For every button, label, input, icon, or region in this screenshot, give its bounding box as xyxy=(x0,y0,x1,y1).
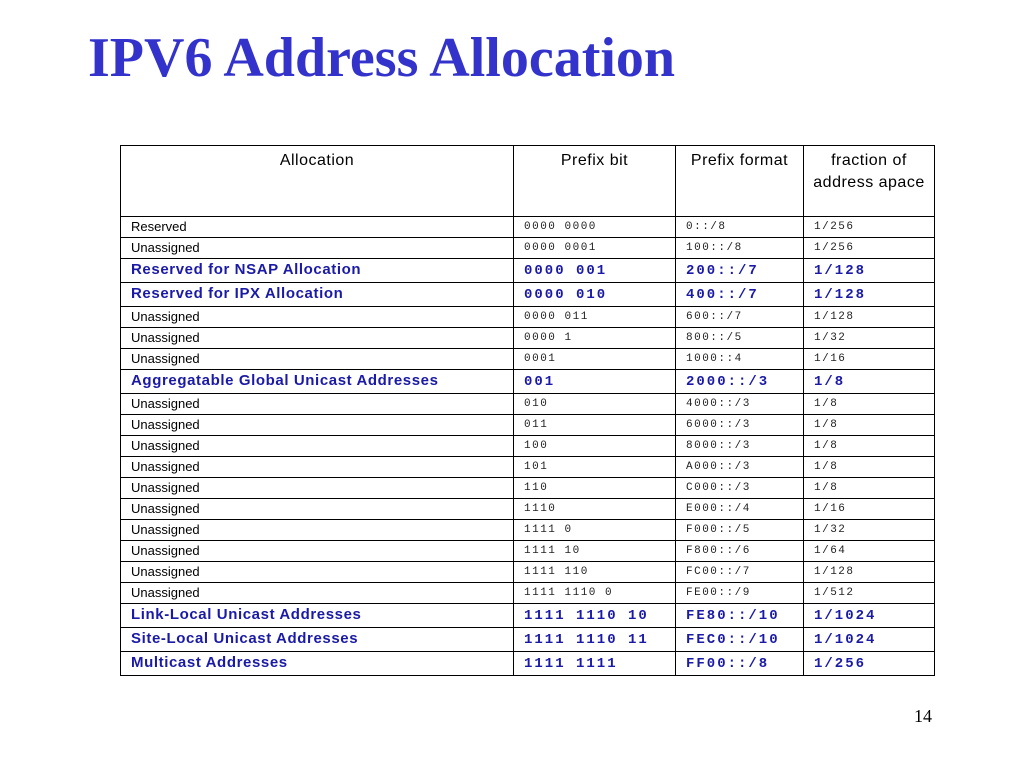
cell-prefix-format: FC00::/7 xyxy=(676,562,804,583)
cell-prefix-bit: 0000 1 xyxy=(514,328,676,349)
table-row xyxy=(121,370,935,394)
table-row xyxy=(121,259,935,283)
cell-prefix-format: F800::/6 xyxy=(676,541,804,562)
cell-fraction: 1/512 xyxy=(804,583,935,604)
cell-fraction: 1/8 xyxy=(804,370,935,394)
cell-fraction: 1/128 xyxy=(804,283,935,307)
cell-prefix-format: 1000::4 xyxy=(676,349,804,370)
cell-allocation: Unassigned xyxy=(121,238,514,259)
allocation-table xyxy=(120,145,935,676)
cell-fraction: 1/128 xyxy=(804,307,935,328)
cell-fraction: 1/128 xyxy=(804,562,935,583)
header-allocation: Allocation xyxy=(121,146,514,217)
cell-prefix-format: FE00::/9 xyxy=(676,583,804,604)
cell-fraction: 1/8 xyxy=(804,457,935,478)
header-prefix-bit: Prefix bit xyxy=(514,146,676,217)
cell-prefix-format: FE80::/10 xyxy=(676,604,804,628)
table-header-row xyxy=(121,146,935,217)
header-fraction: fraction of address apace xyxy=(804,146,935,217)
cell-prefix-bit: 011 xyxy=(514,415,676,436)
cell-prefix-format: 600::/7 xyxy=(676,307,804,328)
cell-allocation: Reserved for IPX Allocation xyxy=(121,283,514,307)
cell-prefix-bit: 001 xyxy=(514,370,676,394)
table-row xyxy=(121,217,935,238)
cell-prefix-bit: 0000 010 xyxy=(514,283,676,307)
cell-prefix-format: F000::/5 xyxy=(676,520,804,541)
table-row xyxy=(121,583,935,604)
cell-allocation: Unassigned xyxy=(121,328,514,349)
cell-fraction: 1/1024 xyxy=(804,628,935,652)
cell-allocation: Unassigned xyxy=(121,562,514,583)
table-row xyxy=(121,520,935,541)
cell-prefix-bit: 0001 xyxy=(514,349,676,370)
table-row xyxy=(121,628,935,652)
table-body xyxy=(121,217,935,676)
cell-prefix-format: A000::/3 xyxy=(676,457,804,478)
cell-fraction: 1/256 xyxy=(804,652,935,676)
cell-prefix-format: C000::/3 xyxy=(676,478,804,499)
table-row xyxy=(121,541,935,562)
cell-prefix-bit: 0000 011 xyxy=(514,307,676,328)
cell-fraction: 1/1024 xyxy=(804,604,935,628)
cell-prefix-bit: 1111 1110 11 xyxy=(514,628,676,652)
table-row xyxy=(121,457,935,478)
page-number: 14 xyxy=(914,706,932,726)
cell-prefix-bit: 1111 10 xyxy=(514,541,676,562)
table-row xyxy=(121,652,935,676)
cell-allocation: Site-Local Unicast Addresses xyxy=(121,628,514,652)
cell-allocation: Link-Local Unicast Addresses xyxy=(121,604,514,628)
cell-prefix-bit: 1110 xyxy=(514,499,676,520)
cell-prefix-bit: 0000 001 xyxy=(514,259,676,283)
table-row xyxy=(121,283,935,307)
cell-allocation: Unassigned xyxy=(121,436,514,457)
cell-prefix-format: FEC0::/10 xyxy=(676,628,804,652)
table-row xyxy=(121,499,935,520)
table-row xyxy=(121,238,935,259)
cell-prefix-format: E000::/4 xyxy=(676,499,804,520)
cell-fraction: 1/16 xyxy=(804,499,935,520)
cell-prefix-bit: 110 xyxy=(514,478,676,499)
cell-allocation: Reserved xyxy=(121,217,514,238)
table-row xyxy=(121,562,935,583)
slide-title: IPV6 Address Allocation xyxy=(88,27,676,89)
cell-prefix-format: 4000::/3 xyxy=(676,394,804,415)
cell-fraction: 1/16 xyxy=(804,349,935,370)
cell-prefix-format: 6000::/3 xyxy=(676,415,804,436)
cell-allocation: Unassigned xyxy=(121,457,514,478)
cell-prefix-format: 800::/5 xyxy=(676,328,804,349)
cell-allocation: Unassigned xyxy=(121,583,514,604)
cell-prefix-bit: 1111 1111 xyxy=(514,652,676,676)
cell-allocation: Unassigned xyxy=(121,499,514,520)
cell-fraction: 1/8 xyxy=(804,478,935,499)
cell-allocation: Unassigned xyxy=(121,541,514,562)
cell-prefix-bit: 010 xyxy=(514,394,676,415)
cell-fraction: 1/32 xyxy=(804,328,935,349)
cell-fraction: 1/32 xyxy=(804,520,935,541)
header-prefix-format: Prefix format xyxy=(676,146,804,217)
cell-prefix-format: 8000::/3 xyxy=(676,436,804,457)
table-row xyxy=(121,307,935,328)
cell-fraction: 1/8 xyxy=(804,394,935,415)
table-row xyxy=(121,436,935,457)
cell-fraction: 1/8 xyxy=(804,415,935,436)
cell-prefix-format: FF00::/8 xyxy=(676,652,804,676)
cell-prefix-bit: 0000 0000 xyxy=(514,217,676,238)
cell-prefix-bit: 0000 0001 xyxy=(514,238,676,259)
cell-allocation: Unassigned xyxy=(121,415,514,436)
table-row xyxy=(121,478,935,499)
cell-allocation: Unassigned xyxy=(121,394,514,415)
table-row xyxy=(121,415,935,436)
cell-prefix-bit: 101 xyxy=(514,457,676,478)
cell-fraction: 1/256 xyxy=(804,217,935,238)
cell-prefix-format: 2000::/3 xyxy=(676,370,804,394)
cell-prefix-format: 100::/8 xyxy=(676,238,804,259)
cell-fraction: 1/8 xyxy=(804,436,935,457)
cell-prefix-bit: 1111 110 xyxy=(514,562,676,583)
cell-allocation: Aggregatable Global Unicast Addresses xyxy=(121,370,514,394)
cell-prefix-bit: 1111 1110 0 xyxy=(514,583,676,604)
cell-prefix-bit: 1111 1110 10 xyxy=(514,604,676,628)
table-row xyxy=(121,394,935,415)
cell-prefix-format: 200::/7 xyxy=(676,259,804,283)
cell-allocation: Multicast Addresses xyxy=(121,652,514,676)
cell-allocation: Unassigned xyxy=(121,349,514,370)
cell-fraction: 1/64 xyxy=(804,541,935,562)
table-row xyxy=(121,349,935,370)
cell-prefix-format: 0::/8 xyxy=(676,217,804,238)
cell-prefix-format: 400::/7 xyxy=(676,283,804,307)
cell-allocation: Reserved for NSAP Allocation xyxy=(121,259,514,283)
cell-prefix-bit: 1111 0 xyxy=(514,520,676,541)
cell-fraction: 1/128 xyxy=(804,259,935,283)
cell-allocation: Unassigned xyxy=(121,520,514,541)
cell-fraction: 1/256 xyxy=(804,238,935,259)
cell-allocation: Unassigned xyxy=(121,478,514,499)
cell-allocation: Unassigned xyxy=(121,307,514,328)
cell-prefix-bit: 100 xyxy=(514,436,676,457)
table-row xyxy=(121,604,935,628)
table-row xyxy=(121,328,935,349)
